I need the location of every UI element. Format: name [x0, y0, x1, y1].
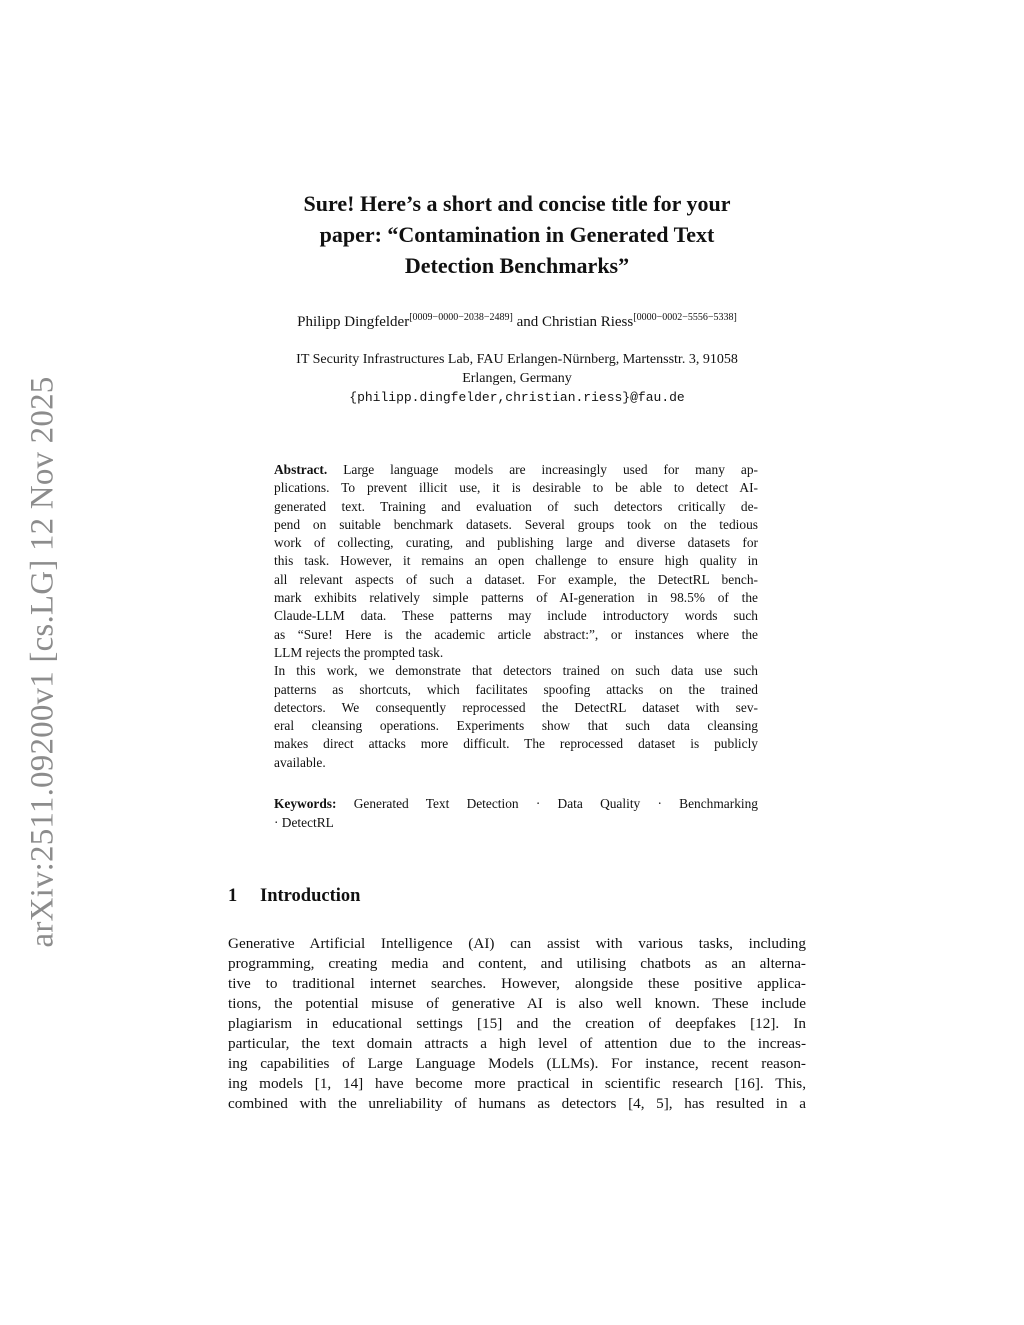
abstract-line: Claude-LLM data. These patterns may include introductory words such	[274, 608, 758, 624]
affiliation	[228, 350, 806, 407]
email-address: {philipp.dingfelder,christian.riess}@fau.de	[349, 390, 685, 405]
body-line: combined with the unreliability of humans as detectors [4, 5], has resulted in a	[228, 1095, 806, 1112]
title-line: Sure! Here’s a short and concise title for your	[303, 191, 731, 216]
section-number: 1	[228, 886, 238, 906]
keywords-label: Keywords:	[274, 796, 337, 811]
arxiv-identifier: arXiv:2511.09200v1 [cs.LG] 12 Nov 2025	[24, 376, 61, 948]
abstract-line: Abstract. Large language models are increasingly used for many ap-	[274, 462, 758, 477]
author-list	[228, 312, 806, 331]
abstract-line: eral cleansing operations. Experiments show that such data cleansing	[274, 718, 758, 734]
abstract-line: generated text. Training and evaluation of such detectors critically de-	[274, 498, 758, 514]
abstract-line: patterns as shortcuts, which facilitates spoofing attacks on the trained	[274, 681, 758, 697]
abstract-line: In this work, we demonstrate that detectors trained on such data use such	[274, 663, 758, 679]
orcid-id: [0000−0002−5556−5338]	[633, 312, 737, 323]
abstract-line: pend on suitable benchmark datasets. Several groups took on the tedious	[274, 516, 758, 532]
abstract-line: plications. To prevent illicit use, it is desirable to be able to detect AI-	[274, 480, 758, 496]
title-line: Detection Benchmarks”	[404, 253, 630, 278]
body-line: plagiarism in educational settings [15] and the creation of deepfakes [12]. In	[228, 1015, 806, 1032]
abstract-line: mark exhibits relatively simple patterns of AI-generation in 98.5% of the	[274, 590, 758, 606]
abstract-line: work of collecting, curating, and publishing large and diverse datasets for	[274, 535, 758, 551]
affiliation-line: IT Security Infrastructures Lab, FAU Erlangen-Nürnberg, Martensstr. 3, 91058	[296, 352, 738, 367]
body-line: tions, the potential misuse of generative AI is also well known. These include	[228, 995, 806, 1012]
intro-paragraph	[228, 934, 806, 1114]
abstract-line: available.	[274, 754, 326, 770]
abstract-line: all relevant aspects of such a dataset. For example, the DetectRL bench-	[274, 571, 758, 587]
affiliation-line: Erlangen, Germany	[462, 371, 572, 386]
abstract-block	[274, 461, 758, 772]
abstract-line: as “Sure! Here is the academic article abstract:”, or instances where the	[274, 626, 758, 642]
title-line: paper: “Contamination in Generated Text	[319, 222, 715, 247]
abstract-line: detectors. We consequently reprocessed the DetectRL dataset with sev-	[274, 699, 758, 715]
author-name: Philipp Dingfelder	[297, 314, 410, 330]
body-line: tive to traditional internet searches. However, alongside these positive applica-	[228, 975, 806, 992]
author-name: Christian Riess	[541, 314, 634, 330]
section-title: Introduction	[260, 886, 361, 906]
abstract-line: this task. However, it remains an open challenge to ensure high quality in	[274, 553, 758, 569]
body-line: Generative Artificial Intelligence (AI) can assist with various tasks, including	[228, 935, 806, 952]
paper-title	[228, 188, 806, 281]
orcid-id: [0009−0000−2038−2489]	[409, 312, 513, 323]
arxiv-sidebar	[0, 0, 90, 1325]
section-heading	[228, 886, 360, 907]
keywords-line: Keywords: Generated Text Detection · Data Quality · Benchmarking	[274, 796, 758, 811]
author-separator: and	[512, 314, 542, 330]
keywords-block	[274, 794, 758, 832]
abstract-label: Abstract.	[274, 462, 328, 477]
body-line: ing capabilities of Large Language Models (LLMs). For instance, recent reason-	[228, 1055, 806, 1072]
abstract-line: LLM rejects the prompted task.	[274, 644, 444, 660]
body-line: programming, creating media and content, and utilising chatbots as an alterna-	[228, 955, 806, 972]
keywords-line: · DetectRL	[274, 815, 334, 830]
abstract-line: makes direct attacks more difficult. The reprocessed dataset is publicly	[274, 736, 758, 752]
body-line: particular, the text domain attracts a high level of attention due to the increas-	[228, 1035, 806, 1052]
body-line: ing models [1, 14] have become more practical in scientific research [16]. This,	[228, 1075, 806, 1092]
